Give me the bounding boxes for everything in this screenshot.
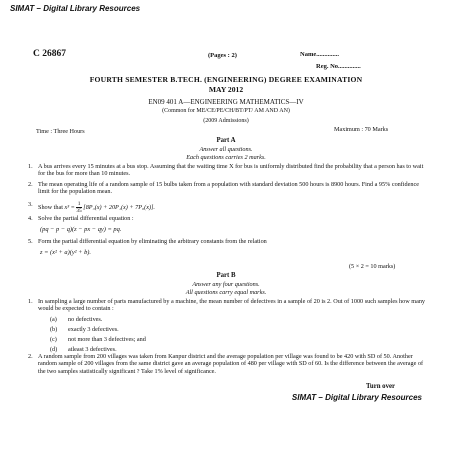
sub-text: atleast 3 defectives. — [68, 346, 117, 353]
sub-label: (b) — [50, 326, 58, 333]
q4-equation: (pq − p − q)(z − px − qy) = pq. — [40, 226, 122, 233]
question-number: 1. — [28, 163, 33, 170]
sub-text: exactly 3 defectives. — [68, 326, 119, 333]
question-number: 1. — [28, 298, 33, 305]
exam-title: FOURTH SEMESTER B.TECH. (ENGINEERING) DEGREE EXAMINATION — [89, 75, 363, 84]
part-a-question-3 — [28, 201, 426, 214]
sub-text: not more than 3 defectives; and — [68, 336, 146, 343]
turn-over: Turn over — [366, 383, 396, 390]
sub-label: (d) — [50, 346, 58, 353]
part-a-question-5 — [28, 238, 426, 245]
question-text: Solve the partial differential equation : — [38, 215, 134, 222]
sub-question-d — [50, 346, 117, 353]
time-allowed: Time : Three Hours — [36, 128, 85, 135]
fraction-numerator: 1 — [77, 201, 81, 207]
question-number: 3. — [28, 201, 33, 208]
exam-session: MAY 2012 — [208, 85, 244, 94]
part-a-heading: Part A — [216, 137, 236, 144]
page-count: (Pages : 2) — [208, 52, 237, 59]
sub-label: (c) — [50, 336, 57, 343]
sub-question-b — [50, 326, 119, 333]
q3-prefix: Show that — [38, 203, 63, 211]
sub-label: (a) — [50, 316, 57, 323]
header-watermark: SIMAT – Digital Library Resources — [10, 4, 141, 13]
q5-equation: z = (x² + a)(y² + b). — [40, 249, 92, 256]
q3-fraction — [76, 201, 81, 214]
name-field-label: Name.............. — [300, 51, 339, 58]
question-text — [38, 201, 426, 214]
part-a-instruction-1: Answer all questions. — [199, 146, 253, 153]
sub-question-c — [50, 336, 146, 343]
reg-field-label: Reg. No.............. — [316, 63, 361, 70]
question-text: The mean operating life of a random sample of 15 bulbs taken from a population with standard deviation 500 hours is 8900 hours. Find a 95% confidence limit for the population mean. — [38, 181, 419, 196]
part-b-question-1 — [28, 298, 426, 313]
sub-text: no defectives. — [68, 316, 103, 323]
part-a-marks: (5 × 2 = 10 marks) — [349, 263, 396, 270]
question-number: 5. — [28, 238, 33, 245]
question-text: Form the partial differential equation by eliminating the arbitrary constants from the relation — [38, 238, 267, 245]
part-b-instruction-1: Answer any four questions. — [192, 281, 260, 288]
fraction-denominator: 35 — [76, 208, 82, 214]
common-for: (Common for ME/CE/PE/CH/BT/PT/ AM AND AN) — [162, 108, 290, 114]
question-number: 2. — [28, 181, 33, 188]
q3-lhs: x³ = — [64, 203, 75, 211]
part-b-question-2 — [28, 353, 426, 375]
q3-rhs: [8P₃(x) + 20P₁(x) + 7P₀(x)]. — [83, 203, 155, 211]
maximum-marks: Maximum : 70 Marks — [334, 126, 389, 133]
question-text: In sampling a large number of parts manufactured by a machine, the mean number of defectives in a sample of 20 is 2. Out of 1000 such samples how many would be expected to contain : — [38, 298, 426, 313]
paper-code: C 26867 — [33, 49, 66, 59]
sub-question-a — [50, 316, 102, 323]
question-text: A bus arrives every 15 minutes at a bus stop. Assuming that the waiting time X for bus is uniformly distributed find the probability that a person has to wait for the bus for more than 10 minutes. — [38, 163, 424, 178]
footer-watermark: SIMAT – Digital Library Resources — [291, 393, 422, 402]
part-b-heading: Part B — [216, 272, 236, 279]
part-a-question-1 — [28, 163, 426, 178]
part-a-instruction-2: Each questions carries 2 marks. — [186, 154, 266, 161]
question-number: 4. — [28, 215, 33, 222]
admissions: (2009 Admissions) — [203, 118, 249, 124]
question-number: 2. — [28, 353, 33, 360]
part-b-instruction-2: All questions carry equal marks. — [185, 289, 267, 296]
part-a-question-4 — [28, 215, 426, 222]
question-text: A random sample from 200 villages was taken from Kanpur district and the average population per village was found to be 420 with SD of 50. Another random sample of 200 villages from the same district gave an average population of 480 per village with SD of 60. Is the difference between the average of the two samples statistically significant ? Take 1% level of significance. — [38, 353, 424, 375]
subject-title: EN09 401 A—ENGINEERING MATHEMATICS—IV — [148, 98, 304, 106]
part-a-question-2 — [28, 181, 426, 196]
